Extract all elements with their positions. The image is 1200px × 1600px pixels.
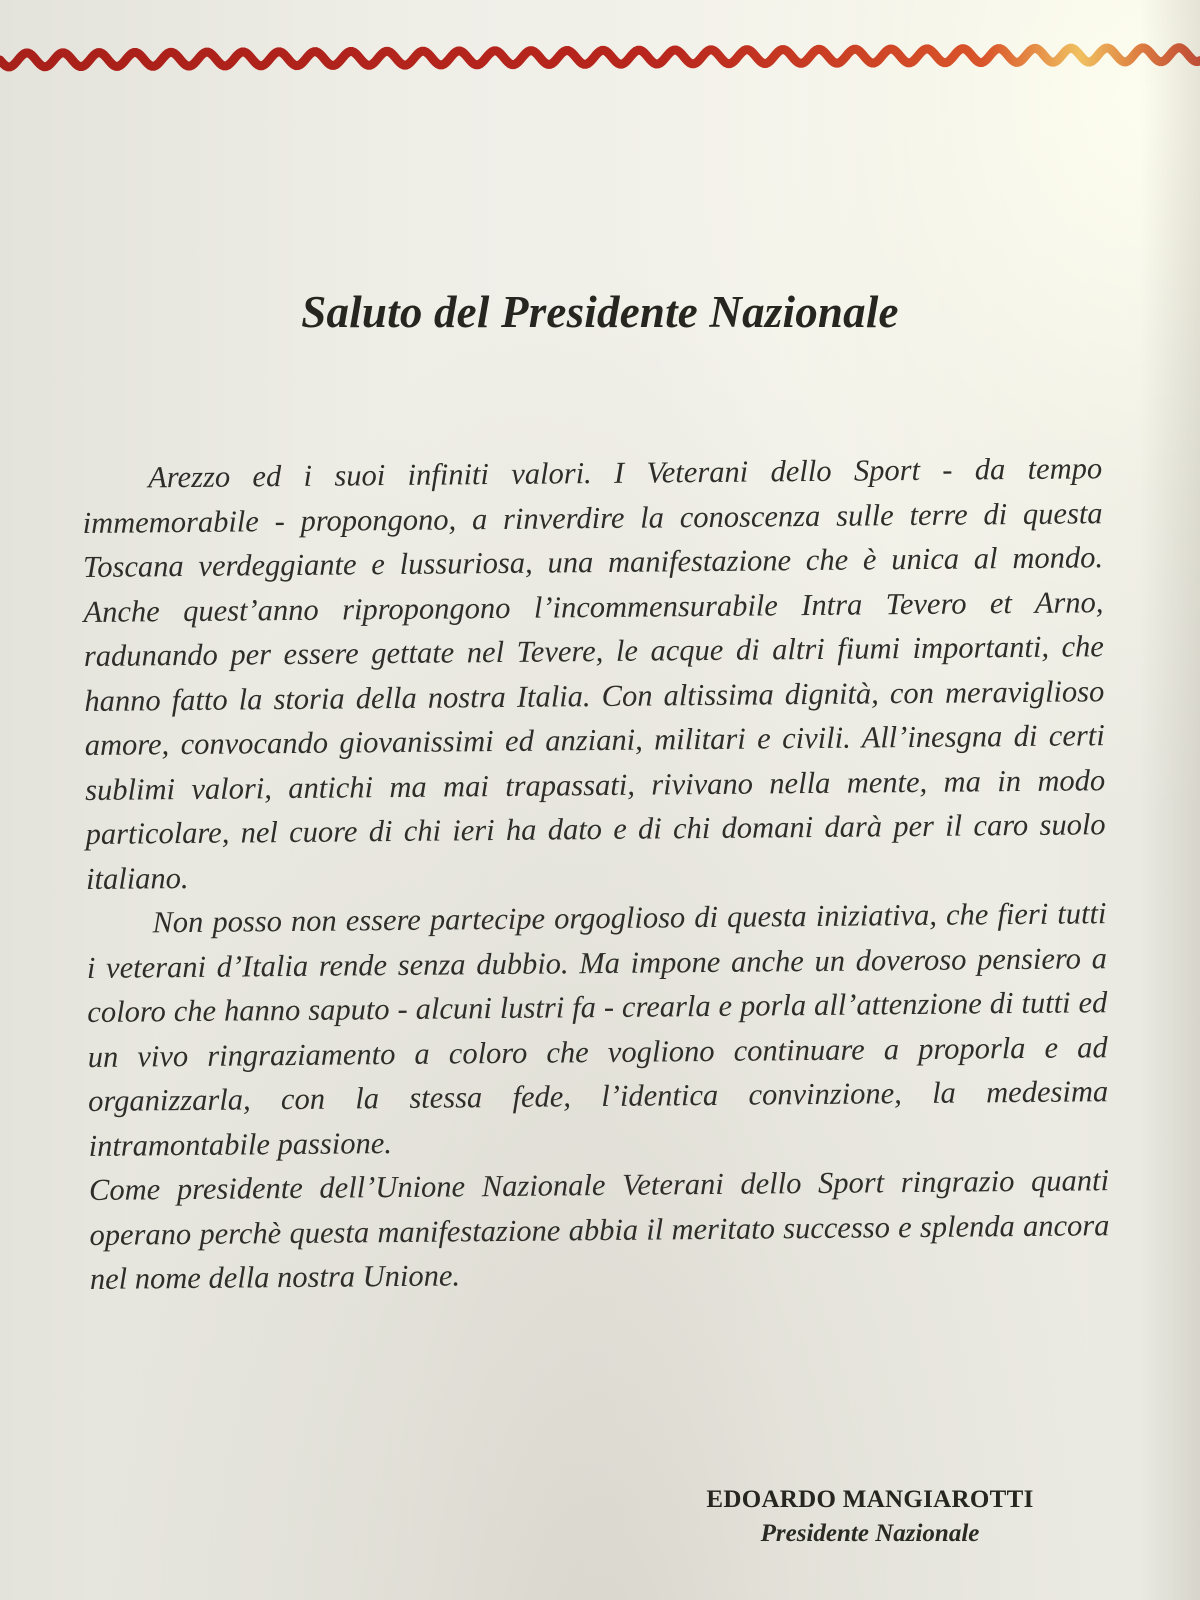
paragraph-1: Arezzo ed i suoi infiniti valori. I Veterani dello Sport - da tempo immemorabile - propongono, a rinverdire la conoscenza sulle terre di questa Toscana verdeggiante e lussuriosa, una manifestazione che è unica al mondo. Anche quest’anno ripropongono l’incommensurabile Intra Tevero et Arno, radunando per essere gettate nel Tevere, le acque di altri fiumi importanti, che hanno fatto la storia della nostra Italia. Con altissima dignità, con meraviglioso amore, convocando giovanissimi ed anziani, militari e civili. All’inesgna di certi sublimi valori, antichi ma mai trapassati, rivivano nella mente, ma in modo particolare, nel cuore di chi ieri ha dato e di chi domani darà per il caro suolo italiano. xyxy=(82,451,1106,896)
signature-name: EDOARDO MANGIAROTTI xyxy=(706,1486,1034,1513)
wavy-red-border xyxy=(0,22,1200,82)
signature-role: Presidente Nazionale xyxy=(760,1520,980,1547)
signature-block xyxy=(690,1486,1050,1548)
page-title: Saluto del Presidente Nazionale xyxy=(301,287,899,337)
body-text xyxy=(82,446,1110,1301)
paragraph-3: Come presidente dell’Unione Nazionale Veterani dello Sport ringrazio quanti operano perchè questa manifestazione abbia il meritato successo e splenda ancora nel nome della nostra Unione. xyxy=(88,1163,1110,1296)
wave-line xyxy=(0,48,1200,67)
paragraph-2: Non posso non essere partecipe orgoglioso di questa iniziativa, che fieri tutti i veterani d’Italia rende senza dubbio. Ma impone anche un doveroso pensiero a coloro che hanno saputo - alcuni lustri fa - crearla e porla all’attenzione di tutti ed un vivo ringraziamento a coloro che vogliono continuare a proporla e ad organizzarla, con la stessa fede, l’identica convinzione, la medesima intramontabile passione. xyxy=(86,896,1109,1163)
